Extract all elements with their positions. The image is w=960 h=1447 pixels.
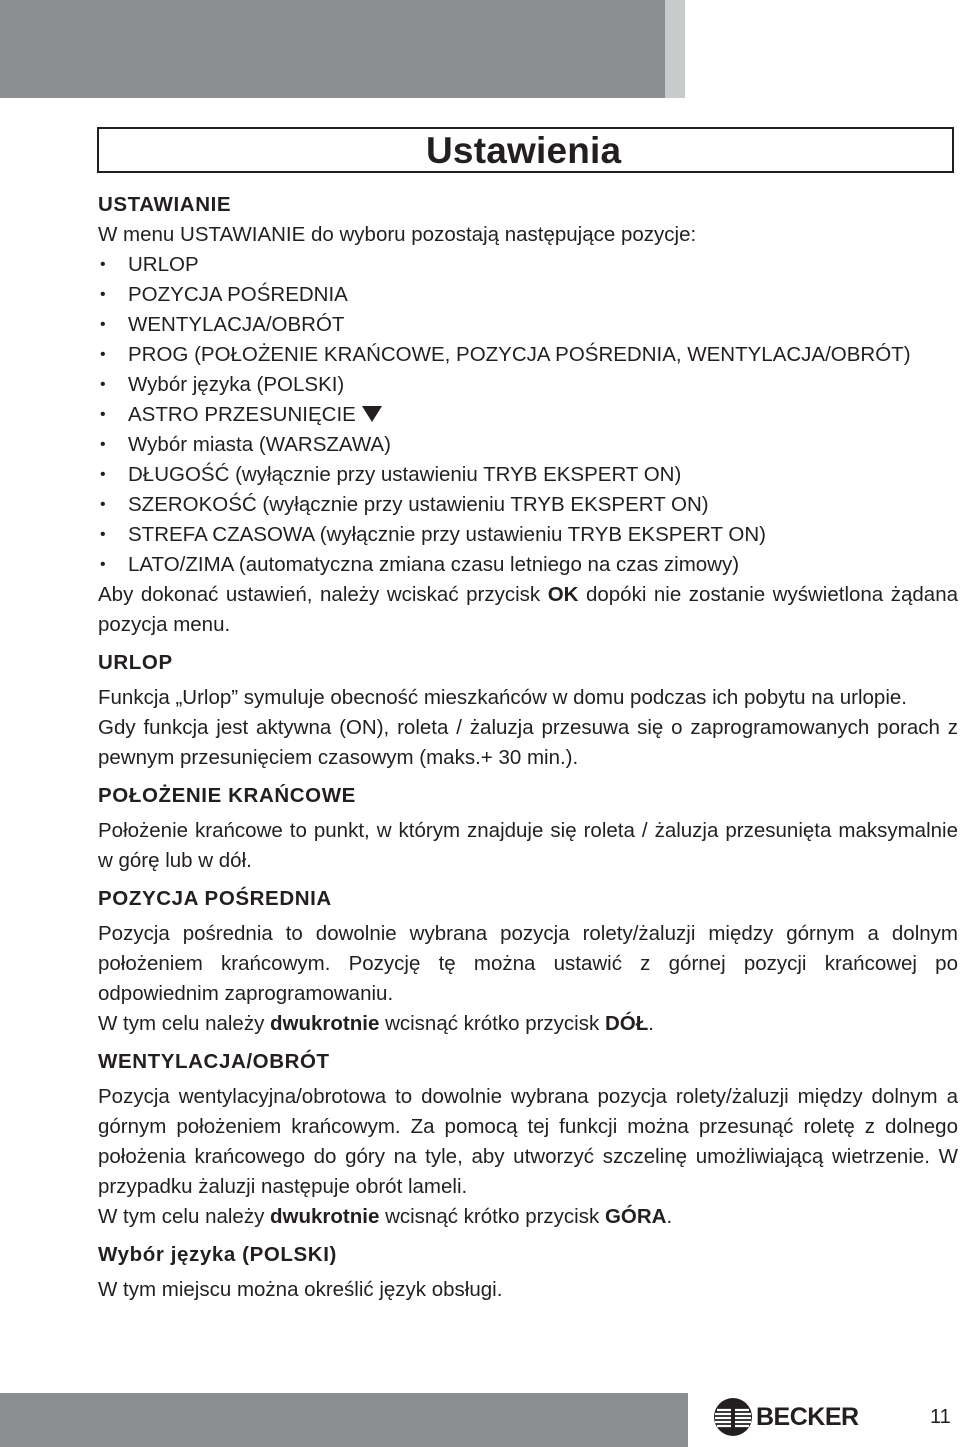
wentylacja-paragraph-2: W tym celu należy dwukrotnie wcisnąć krótko przycisk GÓRA. xyxy=(98,1205,673,1228)
list-item: • WENTYLACJA/OBRÓT xyxy=(98,310,958,340)
bullet-icon: • xyxy=(100,556,106,573)
pozycja-paragraph-2: W tym celu należy dwukrotnie wcisnąć krótko przycisk DÓŁ. xyxy=(98,1012,654,1035)
list-item: • LATO/ZIMA (automatyczna zmiana czasu letniego na czas zimowy) xyxy=(98,550,958,580)
list-item: • Wybór języka (POLSKI) xyxy=(98,370,958,400)
bottom-gray-bar xyxy=(0,1393,688,1447)
polozenie-paragraph-1: Położenie krańcowe to punkt, w którym znajduje się roleta / żaluzja przesunięta maksymalnie w górę lub w dół. xyxy=(98,819,958,872)
wentylacja-paragraph-1: Pozycja wentylacyjna/obrotowa to dowolnie wybrana pozycja rolety/żaluzji między dolnym a górnym położeniem krańcowym. Za pomocą tej funkcji można przesunąć roletę z dolnego położenia krańcowego do góry na tyle, aby utworzyć szczelinę umożliwiającą wietrzenie. W przypadku żaluzji następuje obrót lameli. xyxy=(98,1085,958,1198)
gora-key-label: GÓRA xyxy=(604,1205,667,1228)
bullet-icon: • xyxy=(100,346,106,363)
becker-logo xyxy=(712,1395,872,1439)
page-number: 11 xyxy=(930,1406,951,1428)
page-title: Ustawienia xyxy=(426,130,622,171)
pozycja-paragraph-1: Pozycja pośrednia to dowolnie wybrana pozycja rolety/żaluzji między górnym a dolnym położeniem krańcowym. Pozycję tę można ustawić z górnej pozycji krańcowej po odpowiednim zaprogramowaniu. xyxy=(98,922,958,1005)
list-item: • PROG (POŁOŻENIE KRAŃCOWE, POZYCJA POŚREDNIA, WENTYLACJA/OBRÓT) xyxy=(98,340,958,370)
bullet-icon: • xyxy=(100,286,106,303)
top-gray-bar xyxy=(0,0,665,98)
list-item: • POZYCJA POŚREDNIA xyxy=(98,280,958,310)
jezyk-paragraph-1: W tym miejscu można określić język obsługi. xyxy=(98,1278,503,1301)
list-item: • SZEROKOŚĆ (wyłącznie przy ustawieniu TRYB EKSPERT ON) xyxy=(98,490,958,520)
urlop-paragraph-1: Funkcja „Urlop” symuluje obecność mieszkańców w domu podczas ich pobytu na urlopie. xyxy=(98,686,907,709)
ustawianie-outro: Aby dokonać ustawień, należy wciskać przycisk OK dopóki nie zostanie wyświetlona żądana pozycja menu. xyxy=(98,583,958,636)
ustawianie-menu-list xyxy=(98,250,958,580)
brand-name: BECKER xyxy=(756,1403,859,1431)
section-heading-pozycja: POZYCJA POŚREDNIA xyxy=(98,887,332,910)
bullet-icon: • xyxy=(100,376,106,393)
list-item: • URLOP xyxy=(98,250,958,280)
dol-key-label: DÓŁ xyxy=(604,1012,649,1035)
list-item: • STREFA CZASOWA (wyłącznie przy ustawieniu TRYB EKSPERT ON) xyxy=(98,520,958,550)
ustawianie-intro: W menu USTAWIANIE do wyboru pozostają następujące pozycje: xyxy=(98,223,697,246)
list-item: • DŁUGOŚĆ (wyłącznie przy ustawieniu TRYB EKSPERT ON) xyxy=(98,460,958,490)
section-heading-wentylacja: WENTYLACJA/OBRÓT xyxy=(98,1050,330,1073)
ok-key-label: OK xyxy=(547,583,579,606)
bullet-icon: • xyxy=(100,406,106,423)
section-heading-polozenie: POŁOŻENIE KRAŃCOWE xyxy=(98,784,356,807)
section-heading-urlop: URLOP xyxy=(98,651,173,674)
triangle-down-icon xyxy=(362,406,382,422)
section-heading-jezyk: Wybór języka (POLSKI) xyxy=(98,1243,337,1266)
section-heading-ustawianie: USTAWIANIE xyxy=(98,193,232,216)
page-content xyxy=(98,190,958,1305)
urlop-paragraph-2: Gdy funkcja jest aktywna (ON), roleta / żaluzja przesuwa się o zaprogramowanych porach z pewnym przesunięciem czasowym (maks.+ 30 min.). xyxy=(98,716,958,769)
becker-logo-icon xyxy=(712,1395,754,1439)
bullet-icon: • xyxy=(100,526,106,543)
bullet-icon: • xyxy=(100,466,106,483)
bullet-icon: • xyxy=(100,496,106,513)
bullet-icon: • xyxy=(100,316,106,333)
top-gray-bar-accent xyxy=(665,0,685,98)
bullet-icon: • xyxy=(100,436,106,453)
list-item: • ASTRO PRZESUNIĘCIE xyxy=(98,400,958,430)
bullet-icon: • xyxy=(100,256,106,273)
list-item: • Wybór miasta (WARSZAWA) xyxy=(98,430,958,460)
page-title-box xyxy=(97,127,954,173)
